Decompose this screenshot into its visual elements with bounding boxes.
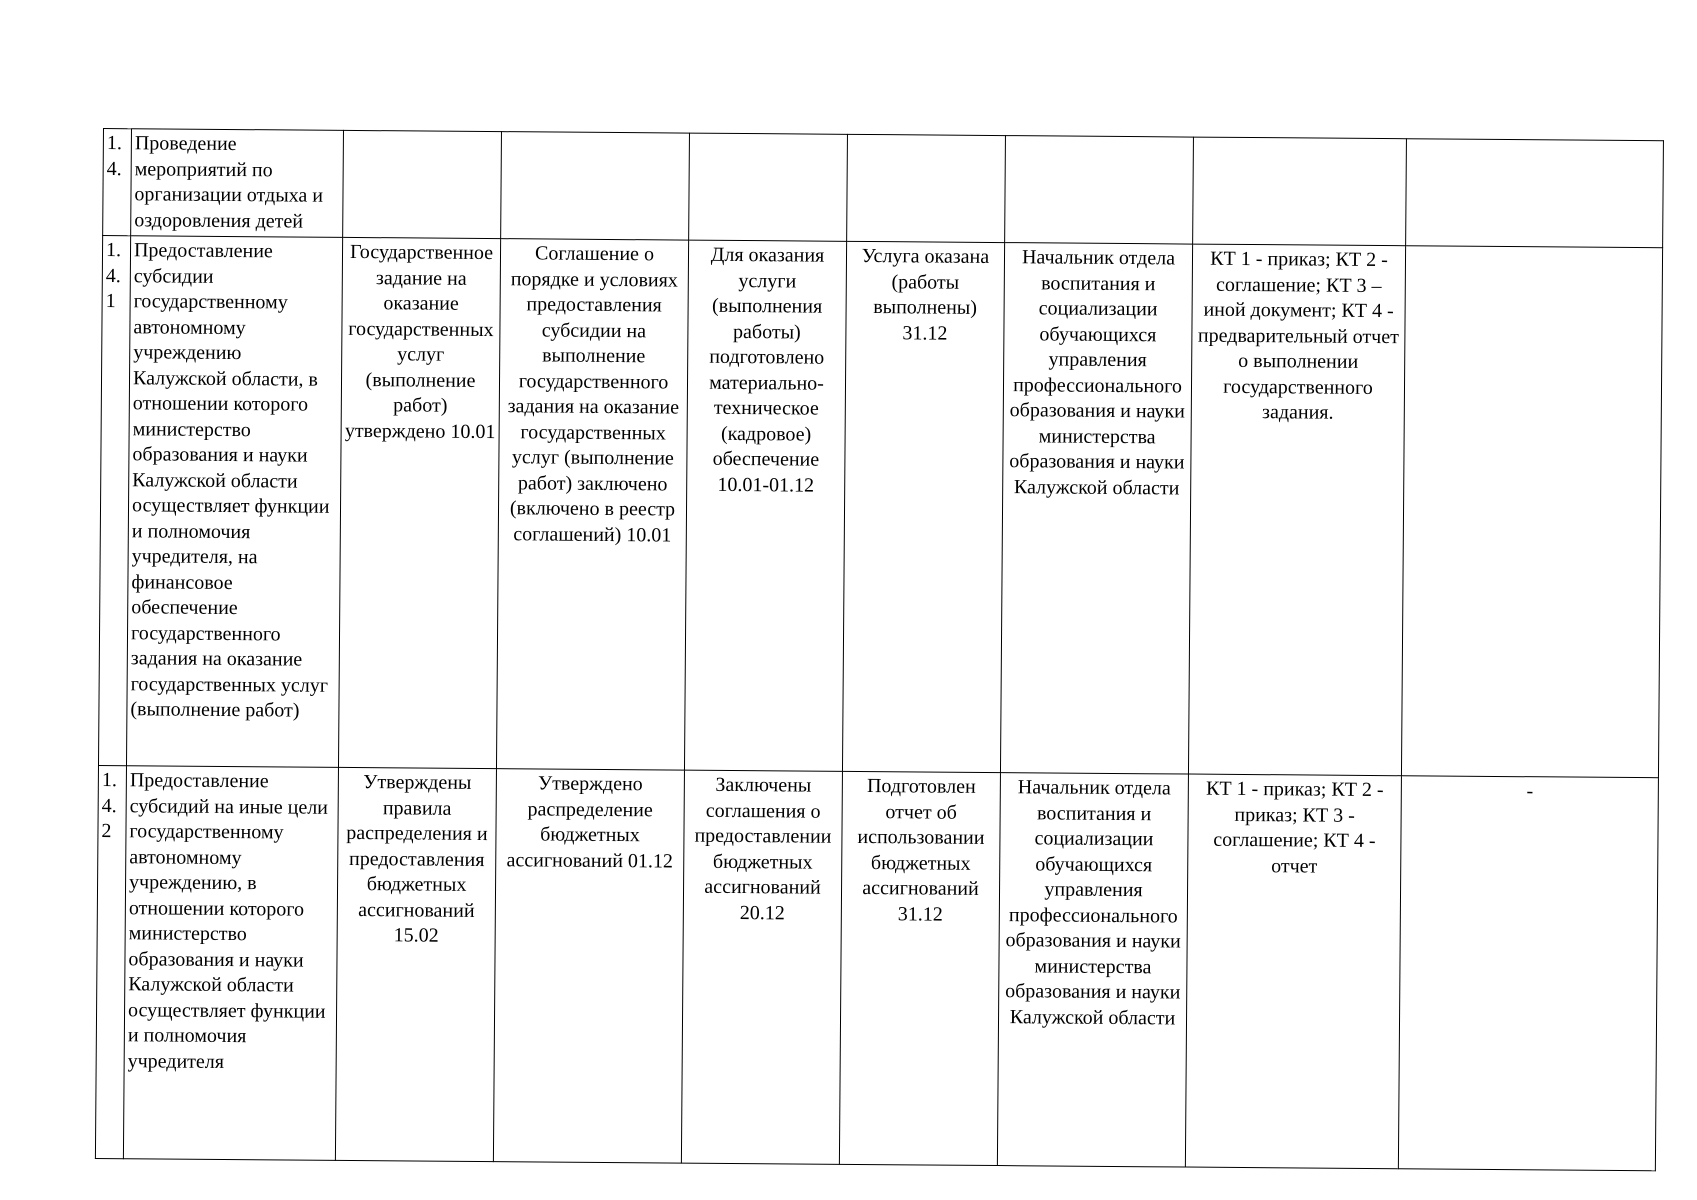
event-name: Предоставление субсидий на иные цели государственному автономному учреждению, в отношении которого министерство образования и науки Калужской области осуществляет функции и полномочия учредителя (123, 766, 338, 1161)
extra-column: - (1398, 776, 1658, 1171)
extra-column (1401, 246, 1662, 778)
document-type (1193, 137, 1407, 246)
control-point-3: Заключены соглашения о предоставлении бюджетных ассигнований 20.12 (681, 770, 842, 1164)
control-point-2: Утверждено распределение бюджетных ассигнований 01.12 (493, 769, 684, 1163)
control-point-4 (847, 134, 1006, 242)
control-point-1: Утверждены правила распределения и предоставления бюджетных ассигнований 15.02 (335, 767, 496, 1161)
row-number: 1. 4. 1 (98, 236, 130, 766)
control-point-1: Государственное задание на оказание государственных услуг (выполнение работ) утверждено 10.01 (338, 237, 500, 768)
control-point-3 (689, 133, 848, 241)
event-name: Проведение мероприятий по организации отдыха и оздоровления детей (131, 129, 344, 238)
table-row (98, 236, 1662, 778)
document-type: КТ 1 - приказ; КТ 2 - приказ; КТ 3 - соглашение; КТ 4 - отчет (1185, 774, 1401, 1169)
plan-table (95, 128, 1664, 1171)
extra-column (1406, 139, 1664, 248)
control-point-4: Подготовлен отчет об использовании бюджетных ассигнований 31.12 (839, 771, 1000, 1165)
event-name: Предоставление субсидии государственному автономному учреждению Калужской области, в отношении которого министерство образования и науки Калужской области осуществляет функции и полномочия учредителя, на финансовое обеспечение государственного задания на оказание государственных услуг (выполнение работ) (126, 236, 342, 768)
control-point-1 (343, 130, 502, 238)
responsible-person: Начальник отдела воспитания и социализации обучающихся управления профессионального образования и науки министерства образования и науки Калужской области (1000, 243, 1192, 774)
control-point-2 (501, 132, 690, 240)
responsible-person: Начальник отдела воспитания и социализации обучающихся управления профессионального образования и науки министерства образования и науки Калужской области (997, 773, 1188, 1167)
responsible-person (1005, 136, 1194, 244)
row-number: 1. 4. (103, 129, 132, 236)
table-row (95, 765, 1658, 1170)
table-row (103, 129, 1664, 248)
control-point-3: Для оказания услуги (выполнения работы) подготовлено материально-техническое (кадровое) обеспечение 10.01-01.12 (684, 240, 846, 771)
control-point-2: Соглашение о порядке и условиях предоставления субсидии на выполнение государственного задания на оказание государственных услуг (выполнение работ) заключено (включено в реестр соглашений) 10.01 (496, 239, 688, 770)
document-page (95, 128, 1663, 1171)
row-number: 1. 4. 2 (95, 765, 126, 1158)
document-type: КТ 1 - приказ; КТ 2 - соглашение; КТ 3 – иной документ; КТ 4 - предварительный отчет о выполнении государственного задания. (1188, 244, 1405, 776)
control-point-4: Услуга оказана (работы выполнены) 31.12 (842, 241, 1004, 772)
